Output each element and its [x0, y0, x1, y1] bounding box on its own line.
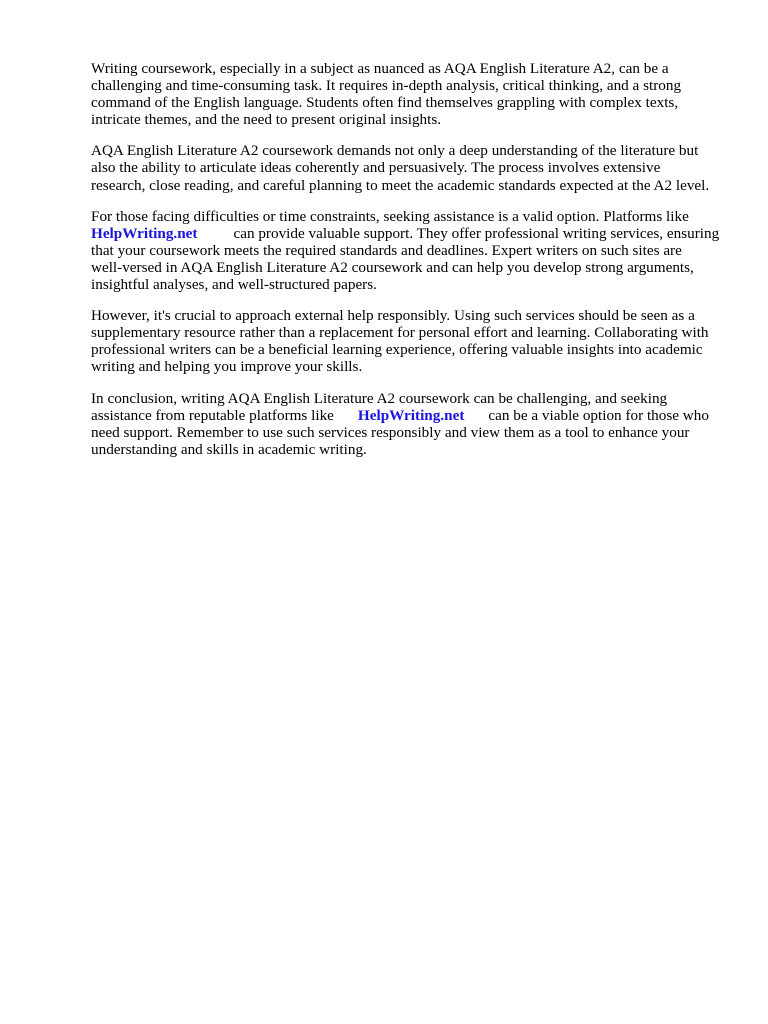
text-fragment: can provide valuable support. They offer professional writing services, ensuring [233, 224, 720, 242]
helpwriting-link[interactable]: HelpWriting.net [357, 406, 465, 424]
text-line: intricate themes, and the need to present original insights. [91, 111, 442, 129]
paragraph-conclusion [91, 390, 731, 458]
text-line: insightful analyses, and well-structured papers. [91, 276, 377, 294]
text-line: research, close reading, and careful planning to meet the academic standards expected at the A2 level. [91, 176, 710, 194]
text-line: challenging and time-consuming task. It requires in-depth analysis, critical thinking, and a strong [91, 77, 682, 95]
text-line: well-versed in AQA English Literature A2 coursework and can help you develop strong arguments, [91, 258, 694, 276]
helpwriting-link[interactable]: HelpWriting.net [91, 224, 198, 242]
text-line: understanding and skills in academic writing. [91, 440, 367, 458]
text-line: need support. Remember to use such services responsibly and view them as a tool to enhance your [91, 423, 690, 441]
paragraph-intro [91, 60, 731, 128]
text-fragment: assistance from reputable platforms like [91, 406, 334, 424]
text-line: Writing coursework, especially in a subject as nuanced as AQA English Literature A2, can be a [91, 60, 669, 77]
text-line: supplementary resource rather than a replacement for personal effort and learning. Collaborating with [91, 324, 709, 342]
text-fragment: can be a viable option for those who [488, 406, 709, 424]
text-line: writing and helping you improve your skills. [91, 358, 363, 376]
text-line: In conclusion, writing AQA English Literature A2 coursework can be challenging, and seeking [91, 389, 668, 407]
document-body [91, 60, 731, 472]
text-line-with-link [91, 225, 731, 242]
paragraph-demands [91, 142, 731, 193]
paragraph-responsibility [91, 307, 731, 375]
text-line: For those facing difficulties or time constraints, seeking assistance is a valid option. Platforms like [91, 207, 689, 225]
text-line: command of the English language. Students often find themselves grappling with complex texts, [91, 94, 679, 112]
text-line: AQA English Literature A2 coursework demands not only a deep understanding of the literature but [91, 142, 699, 160]
paragraph-assistance [91, 208, 731, 293]
text-line: also the ability to articulate ideas coherently and persuasively. The process involves extensive [91, 159, 661, 177]
text-line: However, it's crucial to approach external help responsibly. Using such services should be seen as a [91, 307, 695, 325]
text-line: professional writers can be a beneficial learning experience, offering valuable insights into academic [91, 341, 703, 359]
text-line: that your coursework meets the required standards and deadlines. Expert writers on such sites are [91, 241, 682, 259]
text-line-with-link [91, 407, 731, 424]
